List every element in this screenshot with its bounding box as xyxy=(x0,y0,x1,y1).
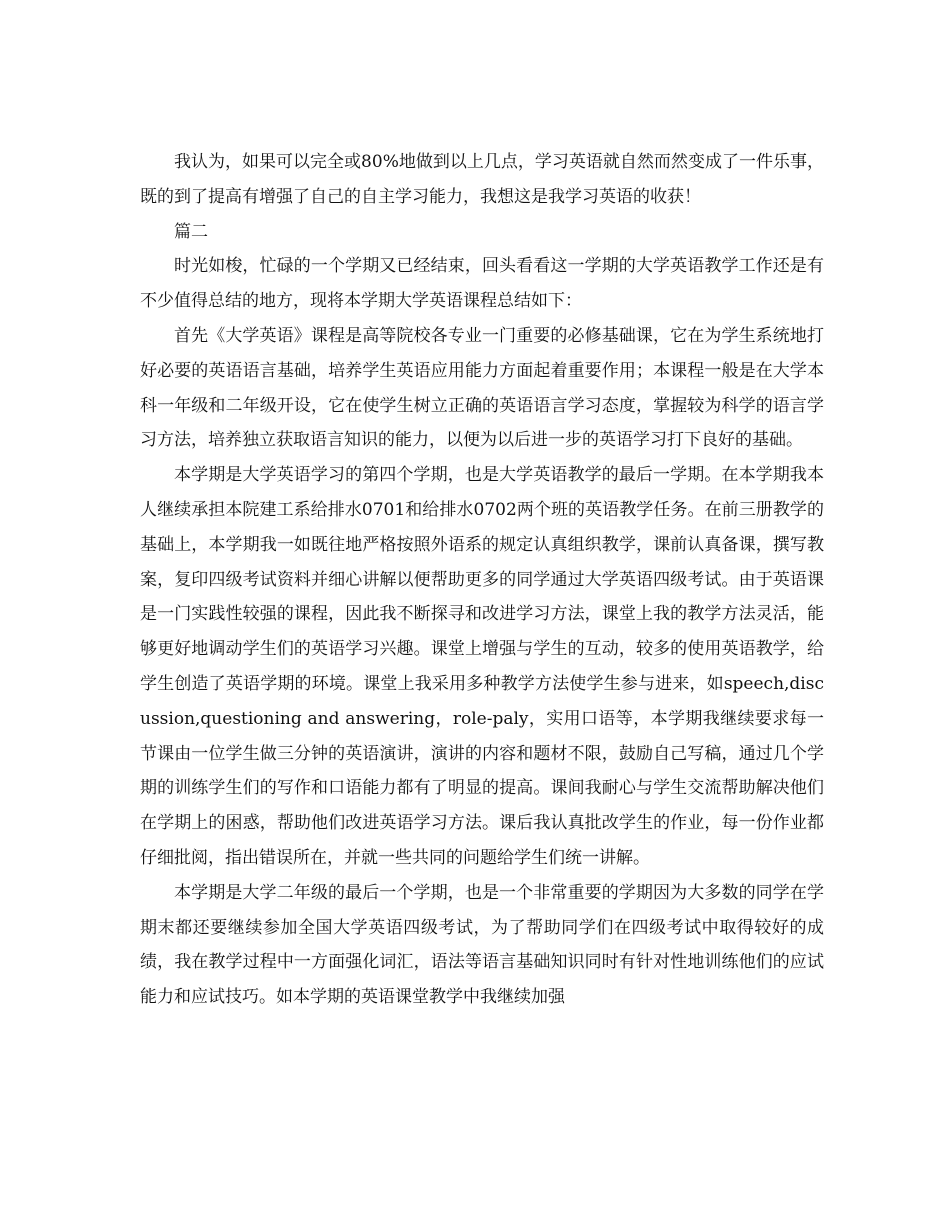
section-heading-part-two: 篇二 xyxy=(174,221,208,242)
paragraph-exam-preparation: 本学期是大学二年级的最后一个学期，也是一个非常重要的学期因为大多数的同学在学期末都还要继续参加全国大学英语四级考试，为了帮助同学们在四级考试中取得较好的成绩，我在教学过程中一方面强化词汇，语法等语言基础知识同时有针对性地训练他们的应试能力和应试技巧。如本学期的英语课堂教学中我继续加强 xyxy=(140,882,824,1008)
paragraph-conclusion: 我认为，如果可以完全或80%地做到以上几点，学习英语就自然而然变成了一件乐事，既的到了提高有增强了自己的自主学习能力，我想这是我学习英语的收获！ xyxy=(140,152,824,207)
paragraph-course-overview: 首先《大学英语》课程是高等院校各专业一门重要的必修基础课，它在为学生系统地打好必要的英语语言基础，培养学生英语应用能力方面起着重要作用；本课程一般是在大学本科一年级和二年级开设，它在使学生树立正确的英语语言学习态度，掌握较为科学的语言学习方法，培养独立获取语言知识的能力，以便为以后进一步的英语学习打下良好的基础。 xyxy=(140,325,824,451)
document-body xyxy=(140,145,824,1015)
paragraph-intro: 时光如梭，忙碌的一个学期又已经结束，回头看看这一学期的大学英语教学工作还是有不少值得总结的地方，现将本学期大学英语课程总结如下： xyxy=(140,256,824,312)
paragraph-teaching-work: 本学期是大学英语学习的第四个学期，也是大学英语教学的最后一学期。在本学期我本人继续承担本院建工系给排水0701和给排水0702两个班的英语教学任务。在前三册教学的基础上，本学期我一如既往地严格按照外语系的规定认真组织教学，课前认真备课，撰写教案，复印四级考试资料并细心讲解以便帮助更多的同学通过大学英语四级考试。由于英语课是一门实践性较强的课程，因此我不断探寻和改进学习方法，课堂上我的教学方法灵活，能够更好地调动学生们的英语学习兴趣。课堂上增强与学生的互动，较多的使用英语教学，给学生创造了英语学期的环境。课堂上我采用多种教学方法使学生参与进来，如speech,discussion,questioning and answering，role-paly，实用口语等，本学期我继续要求每一节课由一位学生做三分钟的英语演讲，演讲的内容和题材不限，鼓励自己写稿，通过几个学期的训练学生们的写作和口语能力都有了明显的提高。课间我耐心与学生交流帮助解决他们在学期上的困惑，帮助他们改进英语学习方法。课后我认真批改学生的作业，每一份作业都仔细批阅，指出错误所在，并就一些共同的问题给学生们统一讲解。 xyxy=(140,465,824,868)
